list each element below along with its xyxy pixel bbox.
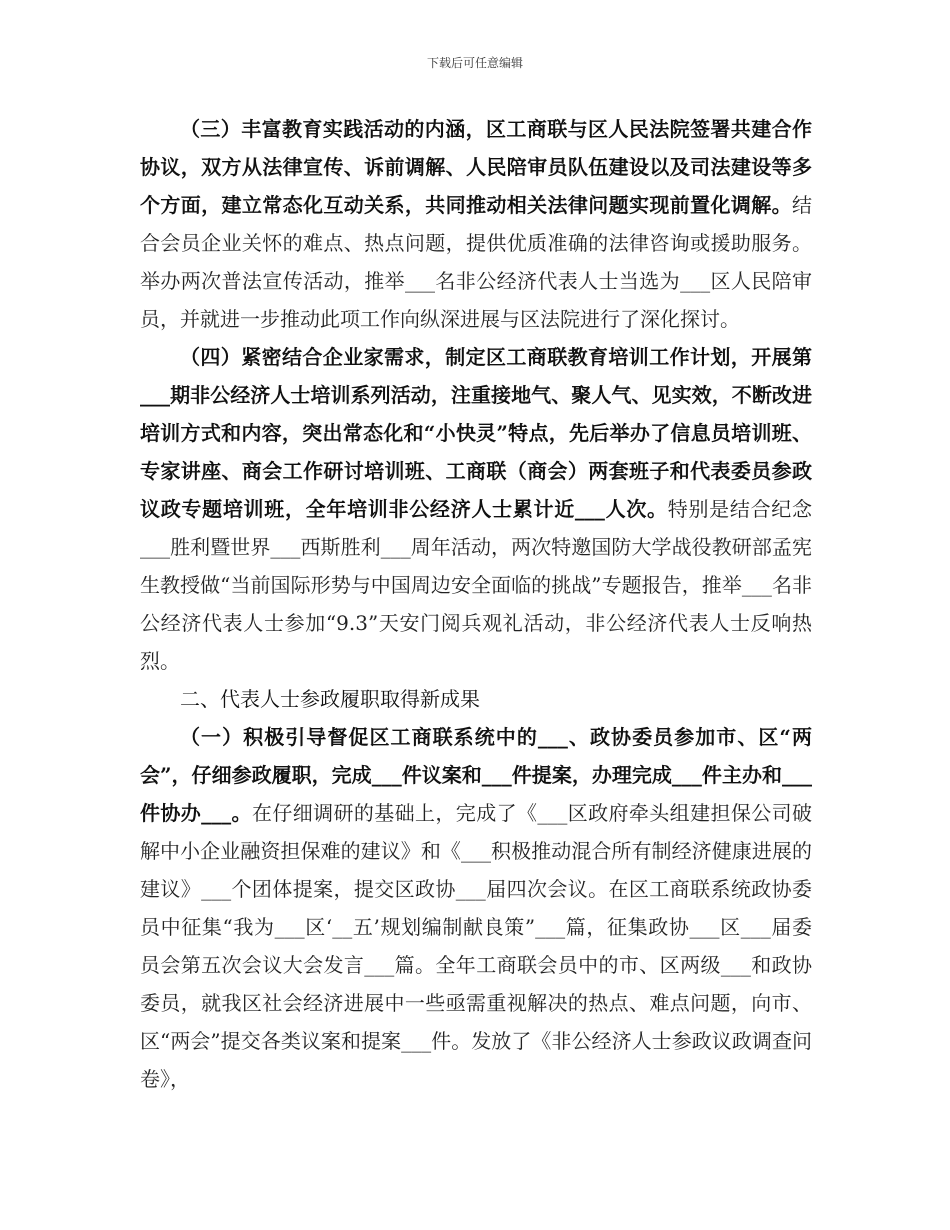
paragraph-4-text: 特别是结合纪念___胜利暨世界___西斯胜利___周年活动，两次特邀国防大学战役教研部孟宪生教授做“当前国际形势与中国周边安全面临的挑战”专题报告，推举___名非公经济代表人士参加“9.3”天安门阅兵观礼活动，非公经济代表人士反响热烈。 [140,497,813,673]
paragraph-4 [140,338,812,680]
document-body [140,110,812,1098]
paragraph-3-text: 结合会员企业关怀的难点、热点问题，提供优质准确的法律咨询或援助服务。举办两次普法宣传活动，推举___名非公经济代表人士当选为___区人民陪审员，并就进一步推动此项工作向纵深进展与区法院进行了深化探讨。 [140,193,812,331]
paragraph-section2-1 [140,718,812,1098]
paragraph-4-bold: （四）紧密结合企业家需求，制定区工商联教育培训工作计划，开展第___期非公经济人士培训系列活动，注重接地气、聚人气、见实效，不断改进培训方式和内容，突出常态化和“小快灵”特点，先后举办了信息员培训班、专家讲座、商会工作研讨培训班、工商联（商会）两套班子和代表委员参政议政专题培训班，全年培训非公经济人士累计近___人次。 [140,345,812,521]
paragraph-3-bold: （三）丰富教育实践活动的内涵，区工商联与区人民法院签署共建合作协议，双方从法律宣传、诉前调解、人民陪审员队伍建设以及司法建设等多个方面，建立常态化互动关系，共同推动相关法律问题实现前置化调解。 [140,117,812,217]
paragraph-section2-1-bold: （一）积极引导督促区工商联系统中的___、政协委员参加市、区“两会”，仔细参政履职，完成___件议案和___件提案，办理完成___件主办和___件协办___。 [140,725,812,825]
section-heading: 二、代表人士参政履职取得新成果 [180,687,480,711]
page-header: 下载后可任意编辑 [426,56,523,70]
paragraph-3 [140,110,812,338]
paragraph-section2-1-text: 在仔细调研的基础上，完成了《___区政府牵头组建担保公司破解中小企业融资担保难的建议》和《___积极推动混合所有制经济健康进展的建议》___个团体提案，提交区政协___届四次会议。在区工商联系统政协委员中征集“我为___区‘__五’规划编制献良策”___篇，征集政协___区___届委员会第五次会议大会发言___篇。全年工商联会员中的市、区两级___和政协委员，就我区社会经济进展中一些亟需重视解决的热点、难点问题，向市、区“两会”提交各类议案和提案___件。发放了《非公经济人士参政议政调查问卷》， [140,801,813,1091]
